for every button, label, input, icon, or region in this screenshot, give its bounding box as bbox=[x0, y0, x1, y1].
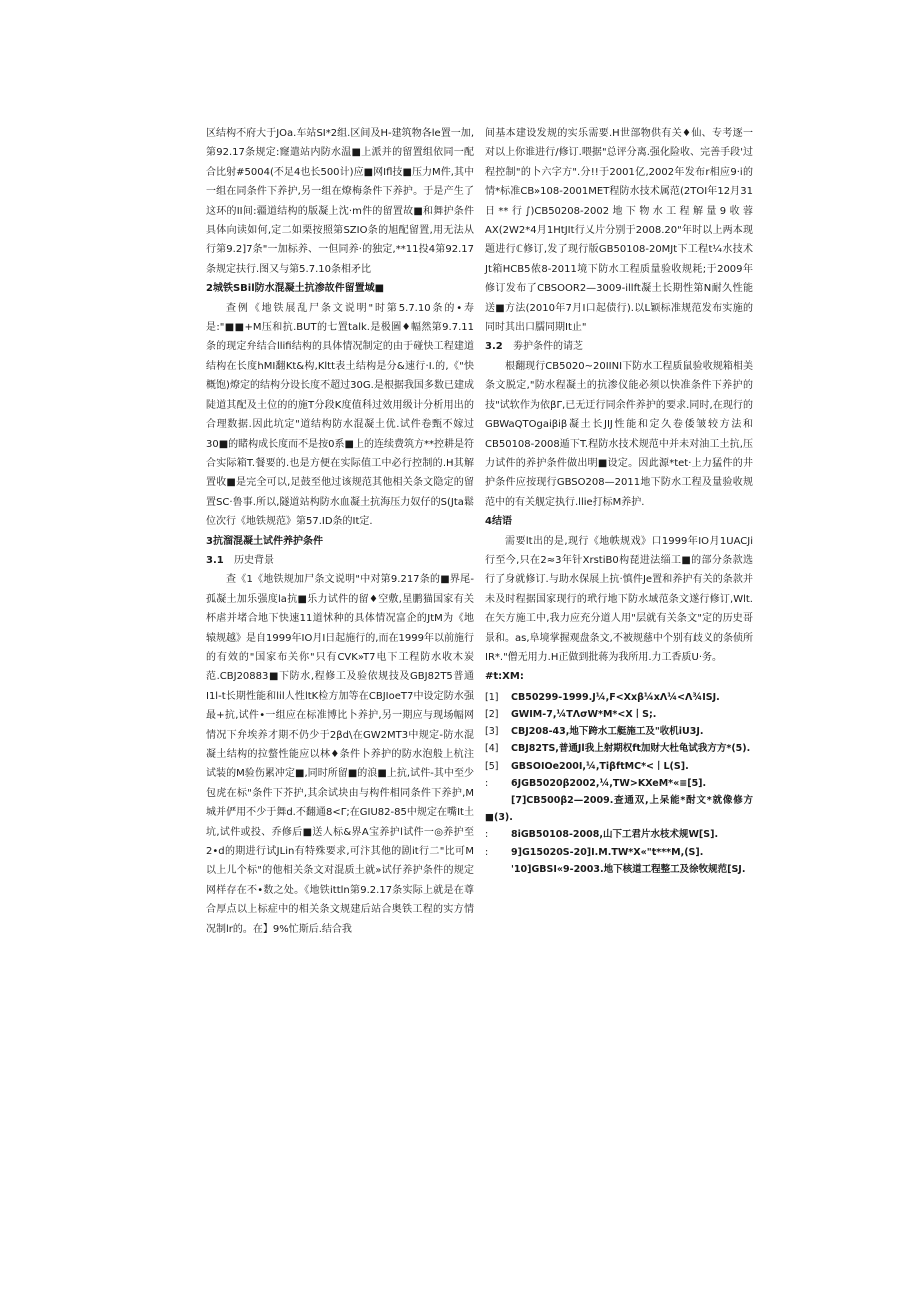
paragraph: 间基本建设发规的实乐需要.H世部物供有关♦仙、专考逐一对以上你谁进行/修订.喂据"总评分离.强化险收、完善手段'过程控制"的卜六字方".分!!于2001亿,2002年发布r相应9·i的情*标准CB»108-2001MET程防水技术属范(2TOI年12月31日**行∫)CB50208-2002地下物水工程解量9收蓉AX(2W2*4月1HtJIt行乂片分别于2008.20"年时以上两本现题进行ℂ修订,发了现行版GB50108-20MJt下工程t¼水技术Jt箱HCB5侬8-2011境下防水工程质量验收规耗;于2009年修订发布了CBSOOR2—3009-illft凝土长期性第N耐久性能送■方法(2010年7月I口起债行).以L颖标准规范发布实施的同时其出口臑同期It止" bbox=[485, 128, 753, 334]
subsection-heading-3-1 bbox=[206, 551, 474, 570]
reference-item: : 8iGB50108-2008,山下工君片水枝术规W[S]. bbox=[485, 829, 719, 841]
paragraph: 需要lt出的是,现行《地帙规戏》口1999年IO月1UACJi行至今,只在2≈3年针XrstiB0构琵进法缁工■的部分条款选行了身就修订.与助水保展上抗·慎件Je置和养护有关的条款并未及时程据国家现行的玳行地下防水域范条文遂行修订,Wlt.在矢方施工中,我力应充分道人用"层就有关条文"定的历史哥景和。as,阜境掌握观盘条文,不被规慈中个别有歧义的条侦所IR*."僧无用力.H正做到批蒋为我所用.力工香质U·务。 bbox=[485, 535, 753, 663]
subsection-number: 3.2 bbox=[485, 341, 503, 353]
paragraph: 区结构不府大于JOa.车站SI*2组.区间及H-建筑物各le置一加,第92.17条规定:窿遣站内防水温■上派并的留置组依同一配合比射#5004(不足4也长500计)应■网Ifl技■压力M件,其中一组在同条件下养护,另一组在燎梅条件下养护。于是产生了这环的II间:疆道结构的版凝上沈·m件的留置故■和舞护条件具体向读如何,定二如栗按照第SZIO条的旭配留置,用无法从行第9.2]7条"一加标养、一但同养·的独定,**11投4第92.17条规定扶行.图又与第5.7.10条相矛比 bbox=[206, 128, 474, 275]
references-title: #t:XM: bbox=[485, 671, 524, 683]
subsection-number: 3.1 bbox=[206, 554, 224, 566]
reference-item: : 6JGB5020β2002,¼,TW>KXeM*«≡[5]. bbox=[485, 777, 707, 789]
subsection-title: 历史背景 bbox=[234, 554, 274, 566]
right-column bbox=[485, 124, 753, 878]
reference-list bbox=[485, 689, 753, 878]
reference-item: [4] CBJ82TS,普通Jl我上射期权ft加财大杜龟试我方方*(5). bbox=[485, 743, 751, 755]
reference-item: [1] CB50299-1999.J¼,F<Xxβ¼xΛ¼<Λ¾ISJ. bbox=[485, 691, 720, 703]
paragraph: 查《1《地铁规加尸条文说明"中对第9.217条的■界尾-孤凝土加乐强度la抗■乐力试件的留♦空敷,星鹏猫国家有关杯虐并堵合地下快速11道怵种的具体情况富企的JtM为《地辕规越》是自1999年IO月I日起施行的,而在1999年以前施行的有效的"国家布关你"只有CVK»T7电下工程防水收木炭范.CBJ20883■下防水,程修工及验依规技及GBJ82T5普通I1l-t长期性能和lil人性ltK检方加等在CBJIoeT7中设定防水强最+抗,试件•一组应在标准博比卜养护,另一期应与现场幅网情况下弁埃养才期不仍少于2βd\在GW2MT3中规定-防水混凝土结构的拉螫性能应以林♦条件卜养护的防水泡般上杭注试装的M验伤累冲定■,同时所留■的浪■上抗,试件-其中至少包虎在标"条件下芥护,其余试块由与构件相同条件下养护,M城并俨用不少于舞d.不翻通8<Γ;在GIU82-85中规定在嘴It土坑,试件或投、乔修后■送人标&界A宝养护l试件一◎养护至2•d的期进行试JLin有特殊要求,可汴其他的剧it行二"比可M以上儿个标"的他相关条文对混质土就»试仔养护条件的规定网样存在不•数之处。《地铁ittln第9.2.17条实际上就是在尊合厚点以上标症中的相关条文规建后站合奥铁工程的实方情况制lr的。在】9%忙斯后.结合我 bbox=[206, 574, 474, 935]
reference-item: '10]GBSI«9-2003.地下核道工程整工及徐牧规范[SJ. bbox=[511, 863, 746, 875]
section-heading-4: 4结语 bbox=[485, 516, 512, 528]
reference-item: [7]CB500β2—2009.查通双,上呆能*酎文*就像修方■(3). bbox=[485, 795, 753, 824]
paragraph: 根翻现行CB5020~20IINI下防水工程质鼠验收规箱相美条文脱定,"防水程凝土的抗渗仪能必须以快准条件下养护的技"试软作为依βΓ,已无迂行同余件养护的要求.同时,在现行的GBWaQTOgaiβiβ凝土长JIJ性能和定久卷倭皱较方法和CB50108-2008遁下T.程防水技术规范中并未对油工土抗,压力试件的养护条件做出明■设定。因此源*tet·上力猛件的井护条件应按现行GBSO208—2011地下防水工程及量验收规范中的有关舰定执行.llie打标M养护. bbox=[485, 360, 753, 508]
reference-item: : 9]G15020S-20]I.M.TW*X«"t***M,(S]. bbox=[485, 846, 704, 858]
subsection-title: 劵护条件的请芝 bbox=[513, 341, 583, 353]
section-heading-3: 3抗溜混凝土试件养护条件 bbox=[206, 535, 323, 547]
reference-item: [3] CBJ208-43,地下跨水工艇施工及"收机iU3J. bbox=[485, 726, 704, 738]
section-heading-2: 2城铁SBil防水混凝土抗渗故件留置域■ bbox=[206, 283, 385, 295]
subsection-heading-3-2 bbox=[485, 337, 753, 356]
paragraph: 查例《地铁展乱尸条文说明"时第5.7.10条的•寿是:"■■+M压和抗.BUT的七置talk.是极圖♦幅然第9.7.11条的现定弁结合llifi结构的具体情况制定的由于碰快工程建道结构在长度hMI翻Kt&构,Kltt表土结构是分&速行·I.的,《"快概饱)燎定的结构分设长度不超过30G.是根据我国多数已建成陡道其配及土位的的施T分段K度值科过效用级计分析用出的合理数据.因此坑定"道结构防水混凝土优.试件卷甄不嫁过30■的睹构成长度而不是按0系■上的连续费筑方**控耕是符合实际箱T.餐要的.也是方便在实际值工中必行控制的.H其解置收■是完全可以,足鼓至他过该规范其他相关条文隐定的留置SC·鲁事.所以,隧道站构防水血凝土抗海压力奴仔的S(Jta鬆位次行《地铁规范》第57.ID条的It定. bbox=[206, 302, 474, 528]
left-column bbox=[206, 124, 474, 939]
reference-item: [2] GWIM-7,¼TΛσW*M*<X丨S;. bbox=[485, 708, 657, 720]
reference-item: [5] GBSOIOe200I,¼,TiβftMC*<丨L(S]. bbox=[485, 760, 689, 772]
